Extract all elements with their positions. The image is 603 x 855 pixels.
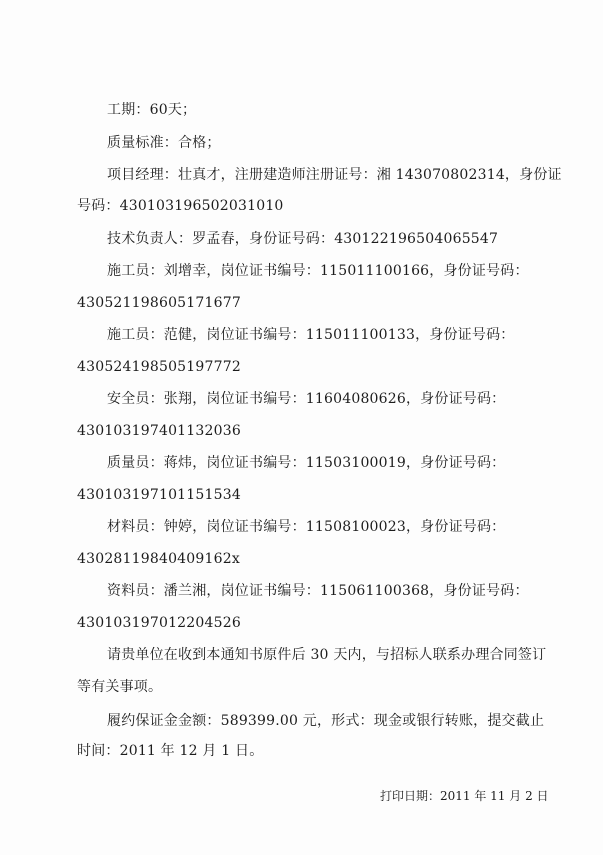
print-date: 打印日期：2011 年 11 月 2 日 <box>380 789 549 803</box>
line-documents-officer: 资料员：潘兰湘，岗位证书编号：115061100368，身份证号码： <box>107 583 529 599</box>
line-constructor-2-id: 430524198505197772 <box>77 359 241 375</box>
line-project-manager: 项目经理：壮真才，注册建造师注册证号：湘 143070802314，身份证 <box>107 167 562 183</box>
line-contract-notice: 请贵单位在收到本通知书原件后 30 天内，与招标人联系办理合同签订 <box>107 647 547 663</box>
line-documents-officer-id: 430103197012204526 <box>77 615 241 631</box>
line-contract-notice-cont: 等有关事项。 <box>77 679 163 695</box>
line-materials-officer-id: 43028119840409162x <box>77 551 240 567</box>
line-project-manager-id: 号码：430103196502031010 <box>77 198 284 214</box>
line-constructor-1-id: 430521198605171677 <box>77 295 241 311</box>
line-safety-officer-id: 430103197401132036 <box>77 423 241 439</box>
line-quality-officer-id: 430103197101151534 <box>77 487 241 503</box>
line-technical-lead: 技术负责人：罗孟春，身份证号码：430122196504065547 <box>107 231 499 247</box>
line-quality-officer: 质量员：蒋炜，岗位证书编号：11503100019，身份证号码： <box>107 455 506 471</box>
line-materials-officer: 材料员：钟婷，岗位证书编号：11508100023，身份证号码： <box>107 519 506 535</box>
line-quality-standard: 质量标准：合格； <box>107 135 221 151</box>
line-constructor-1: 施工员：刘增幸，岗位证书编号：115011100166，身份证号码： <box>107 263 529 279</box>
line-constructor-2: 施工员：范健，岗位证书编号：115011100133，身份证号码： <box>107 327 515 343</box>
line-performance-bond: 履约保证金金额：589399.00 元，形式：现金或银行转账，提交截止 <box>107 713 545 729</box>
line-safety-officer: 安全员：张翔，岗位证书编号：11604080626，身份证号码： <box>107 391 506 407</box>
line-duration: 工期：60天； <box>107 102 197 118</box>
line-performance-bond-cont: 时间：2011 年 12 月 1 日。 <box>77 743 264 759</box>
